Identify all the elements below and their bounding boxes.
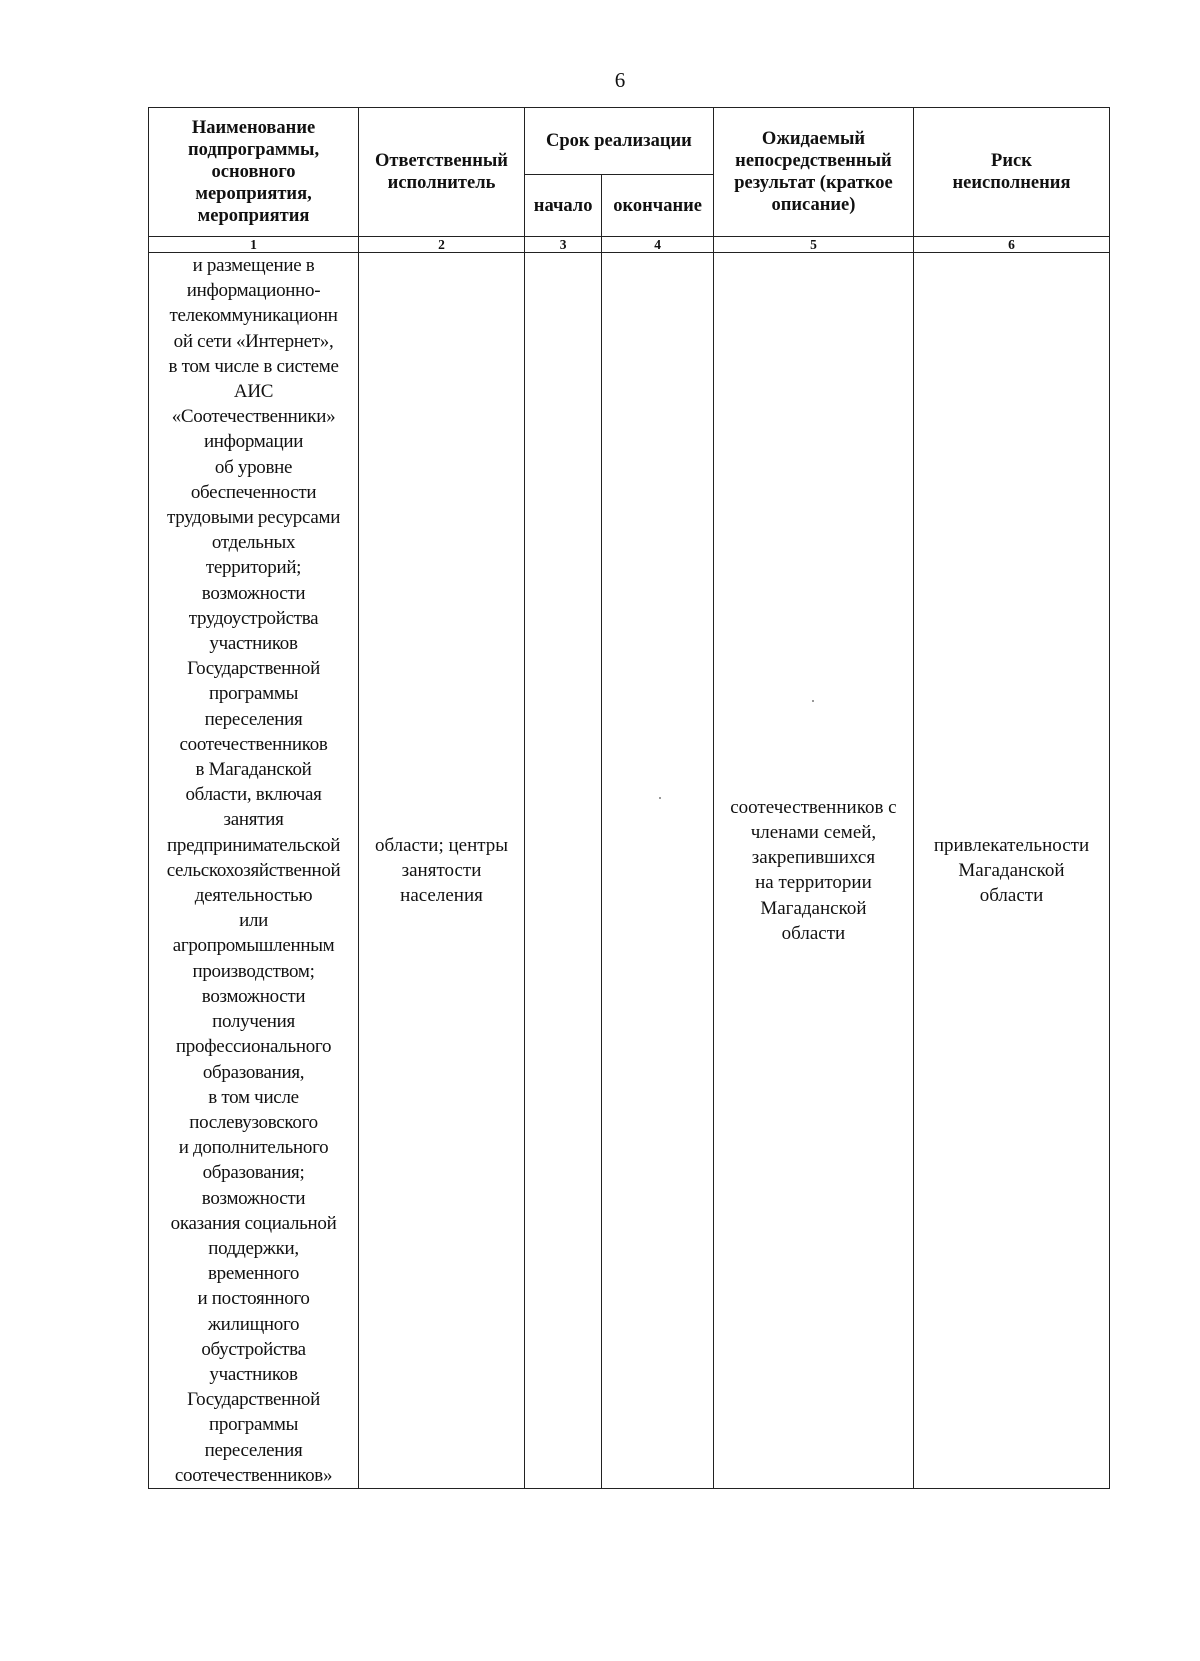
column-number-4: 4 bbox=[602, 237, 714, 253]
column-number-2: 2 bbox=[359, 237, 525, 253]
header-name: Наименование подпрограммы, основного мероприятия, мероприятия bbox=[149, 108, 359, 237]
column-number-6: 6 bbox=[913, 237, 1109, 253]
column-number-5: 5 bbox=[713, 237, 913, 253]
column-number-1: 1 bbox=[149, 237, 359, 253]
cell-result: соотечественников с членами семей, закрепившихся на территории Магаданской области bbox=[713, 253, 913, 1489]
header-start: начало bbox=[524, 175, 601, 237]
program-table bbox=[148, 107, 1110, 1489]
page-number: 6 bbox=[614, 68, 626, 92]
header-term: Срок реализации bbox=[524, 108, 713, 175]
header-result: Ожидаемый непосредственный результат (краткое описание) bbox=[713, 108, 913, 237]
cell-end bbox=[602, 253, 714, 1489]
table-row bbox=[149, 253, 1110, 1489]
cell-executor: области; центры занятости населения bbox=[359, 253, 525, 1489]
scan-speck bbox=[659, 797, 661, 799]
cell-start bbox=[524, 253, 601, 1489]
column-number-3: 3 bbox=[524, 237, 601, 253]
header-end: окончание bbox=[602, 175, 714, 237]
header-risk: Риск неисполнения bbox=[913, 108, 1109, 237]
scan-speck bbox=[812, 700, 814, 702]
header-executor: Ответственный исполнитель bbox=[359, 108, 525, 237]
cell-name: и размещение в информационно- телекоммуникационн ой сети «Интернет», в том числе в системе АИС «Соотечественники» информации об уровне обеспеченности трудовыми ресурсами отдельных территорий; возможности трудоустройства участников Государственной программы переселения соотечественников в Магаданской области, включая занятия предпринимательской сельскохозяйственной деятельностью или агропромышленным производством; возможности получения профессионального образования, в том числе послевузовского и дополнительного образования; возможности оказания социальной поддержки, временного и постоянного жилищного обустройства участников Государственной программы переселения соотечественников» bbox=[149, 253, 359, 1489]
cell-risk: привлекательности Магаданской области bbox=[913, 253, 1109, 1489]
